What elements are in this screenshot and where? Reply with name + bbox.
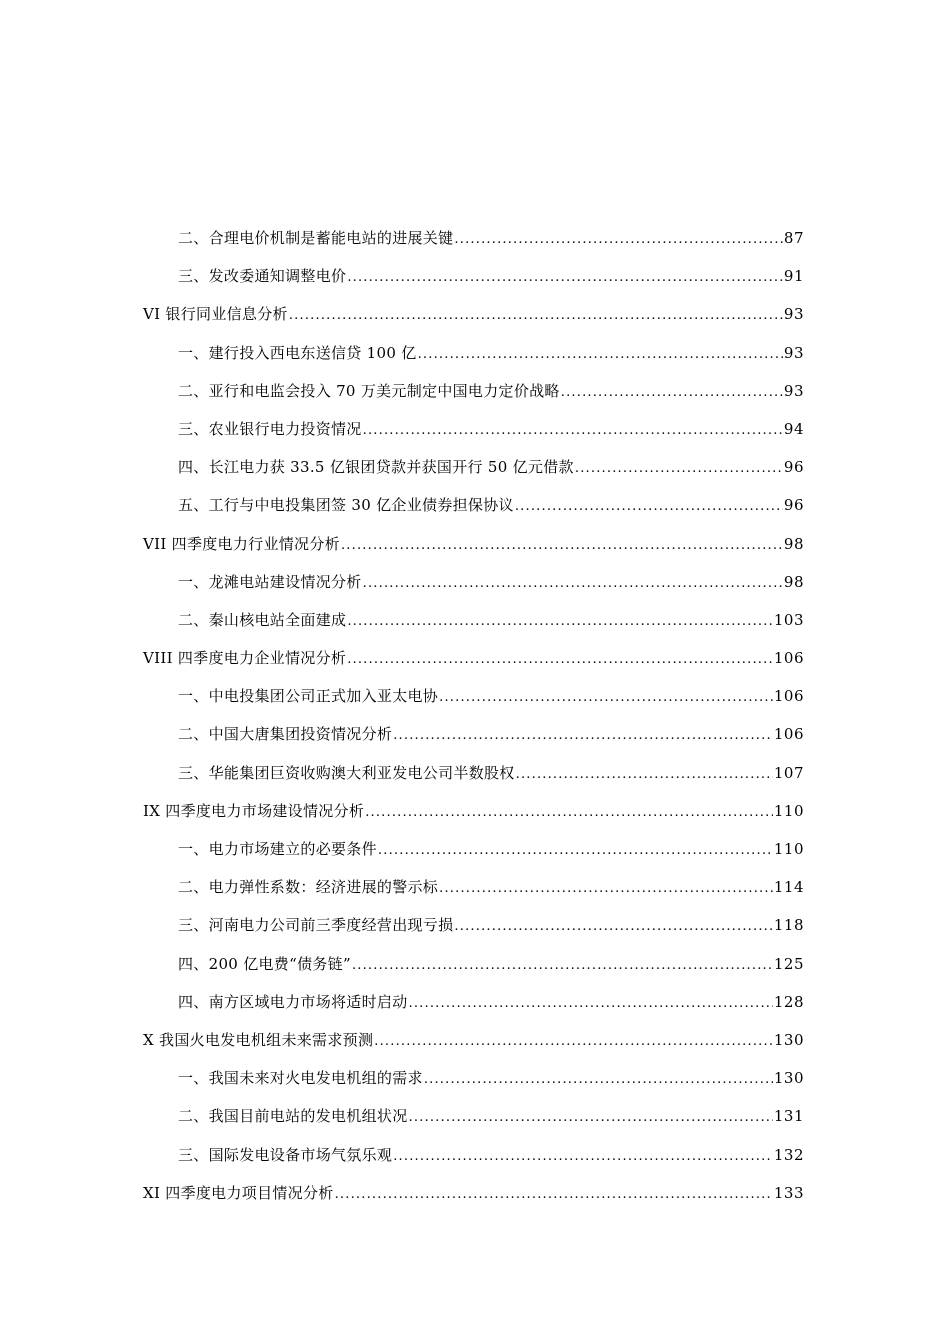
toc-entry-page: 103: [773, 610, 804, 629]
toc-entry-title: 三、华能集团巨资收购澳大利亚发电公司半数股权: [178, 763, 515, 782]
toc-entry-page: 93: [783, 305, 804, 324]
toc-entry-page: 94: [783, 419, 804, 438]
dot-leader: [515, 497, 783, 517]
dot-leader: [289, 306, 783, 326]
toc-entry-page: 107: [773, 763, 804, 782]
toc-section-entry[interactable]: [0, 1175, 950, 1213]
dot-leader: [409, 1108, 773, 1128]
toc-entry-title: 三、发改委通知调整电价: [178, 267, 347, 286]
toc-entry[interactable]: [0, 678, 950, 716]
toc-entry[interactable]: [0, 411, 950, 449]
dot-leader: [378, 841, 773, 861]
toc-section-title: VII 四季度电力行业情况分析: [143, 534, 340, 553]
toc-entry-page: 125: [773, 954, 804, 973]
table-of-contents: [0, 220, 950, 1213]
toc-entry-page: 91: [783, 267, 804, 286]
dot-leader: [439, 688, 773, 708]
toc-entry-page: 130: [773, 1030, 804, 1049]
toc-entry-page: 98: [783, 534, 804, 553]
toc-entry[interactable]: [0, 907, 950, 945]
toc-entry-title: 一、我国未来对火电发电机组的需求: [178, 1069, 423, 1088]
toc-entry[interactable]: [0, 946, 950, 984]
toc-entry[interactable]: [0, 755, 950, 793]
toc-entry[interactable]: [0, 335, 950, 373]
toc-section-entry[interactable]: [0, 526, 950, 564]
toc-entry-title: 一、建行投入西电东送信贷 100 亿: [178, 343, 417, 362]
toc-entry-title: 二、我国目前电站的发电机组状况: [178, 1107, 408, 1126]
toc-section-entry[interactable]: [0, 296, 950, 334]
toc-entry-title: 四、200 亿电费“债务链”: [178, 954, 351, 973]
dot-leader: [335, 1185, 773, 1205]
dot-leader: [347, 650, 773, 670]
toc-section-title: IX 四季度电力市场建设情况分析: [143, 801, 365, 820]
toc-entry-title: 二、秦山核电站全面建成: [178, 610, 347, 629]
toc-entry-page: 131: [773, 1107, 804, 1126]
dot-leader: [454, 917, 772, 937]
dot-leader: [374, 1032, 773, 1052]
toc-entry[interactable]: [0, 373, 950, 411]
toc-entry-page: 96: [783, 458, 804, 477]
toc-section-title: VI 银行同业信息分析: [143, 305, 288, 324]
toc-entry-page: 132: [773, 1145, 804, 1164]
toc-entry[interactable]: [0, 487, 950, 525]
toc-entry-page: 110: [773, 840, 804, 858]
toc-entry-title: 一、电力市场建立的必要条件: [178, 840, 377, 858]
toc-entry-title: 三、农业银行电力投资情况: [178, 419, 362, 438]
toc-entry-title: 二、中国大唐集团投资情况分析: [178, 725, 393, 744]
dot-leader: [347, 612, 773, 632]
dot-leader: [347, 268, 783, 288]
toc-entry-title: 四、长江电力获 33.5 亿银团贷款并获国开行 50 亿元借款: [178, 458, 574, 477]
toc-entry-title: 二、合理电价机制是蓄能电站的进展关键: [178, 229, 454, 247]
toc-entry-page: 110: [773, 801, 804, 820]
toc-entry-title: 二、亚行和电监会投入 70 万美元制定中国电力定价战略: [178, 381, 560, 400]
toc-entry-title: 五、工行与中电投集团签 30 亿企业债券担保协议: [178, 496, 514, 515]
toc-section-entry[interactable]: [0, 793, 950, 831]
dot-leader: [424, 1070, 773, 1090]
toc-entry[interactable]: [0, 1098, 950, 1136]
toc-entry-page: 128: [773, 992, 804, 1011]
toc-section-title: VIII 四季度电力企业情况分析: [143, 649, 347, 668]
dot-leader: [393, 1147, 773, 1167]
dot-leader: [365, 803, 773, 823]
toc-entry-page: 133: [773, 1183, 804, 1202]
dot-leader: [575, 459, 783, 479]
toc-entry-page: 106: [773, 725, 804, 744]
toc-section-title: X 我国火电发电机组未来需求预测: [143, 1030, 374, 1049]
toc-entry-title: 四、南方区域电力市场将适时启动: [178, 992, 408, 1011]
toc-entry[interactable]: [0, 831, 950, 869]
dot-leader: [561, 383, 783, 403]
toc-entry-title: 三、国际发电设备市场气氛乐观: [178, 1145, 393, 1164]
toc-entry-title: 三、河南电力公司前三季度经营出现亏损: [178, 916, 454, 935]
dot-leader: [341, 536, 783, 556]
toc-entry-page: 87: [783, 229, 804, 247]
toc-entry[interactable]: [0, 984, 950, 1022]
toc-entry-title: 一、中电投集团公司正式加入亚太电协: [178, 687, 439, 706]
toc-entry[interactable]: [0, 716, 950, 754]
toc-entry[interactable]: [0, 258, 950, 296]
dot-leader: [352, 956, 773, 976]
dot-leader: [454, 230, 783, 250]
toc-entry-page: 114: [773, 878, 804, 897]
toc-entry[interactable]: [0, 220, 950, 258]
dot-leader: [363, 421, 783, 441]
toc-entry[interactable]: [0, 602, 950, 640]
toc-entry[interactable]: [0, 564, 950, 602]
toc-section-entry[interactable]: [0, 640, 950, 678]
dot-leader: [439, 879, 773, 899]
toc-entry-page: 106: [773, 687, 804, 706]
toc-entry[interactable]: [0, 1137, 950, 1175]
toc-entry-page: 106: [773, 649, 804, 668]
toc-entry-page: 118: [773, 916, 804, 935]
dot-leader: [516, 765, 773, 785]
toc-entry[interactable]: [0, 869, 950, 907]
dot-leader: [409, 994, 773, 1014]
toc-entry-page: 93: [783, 381, 804, 400]
toc-entry-page: 130: [773, 1069, 804, 1088]
toc-entry[interactable]: [0, 1060, 950, 1098]
dot-leader: [393, 726, 773, 746]
toc-entry-title: 一、龙滩电站建设情况分析: [178, 572, 362, 591]
toc-entry[interactable]: [0, 449, 950, 487]
dot-leader: [363, 574, 783, 594]
toc-entry-page: 98: [783, 572, 804, 591]
toc-section-entry[interactable]: [0, 1022, 950, 1060]
toc-entry-page: 93: [783, 343, 804, 362]
toc-section-title: XI 四季度电力项目情况分析: [143, 1183, 334, 1202]
toc-entry-title: 二、电力弹性系数：经济进展的警示标: [178, 878, 439, 897]
toc-entry-page: 96: [783, 496, 804, 515]
dot-leader: [418, 345, 783, 365]
